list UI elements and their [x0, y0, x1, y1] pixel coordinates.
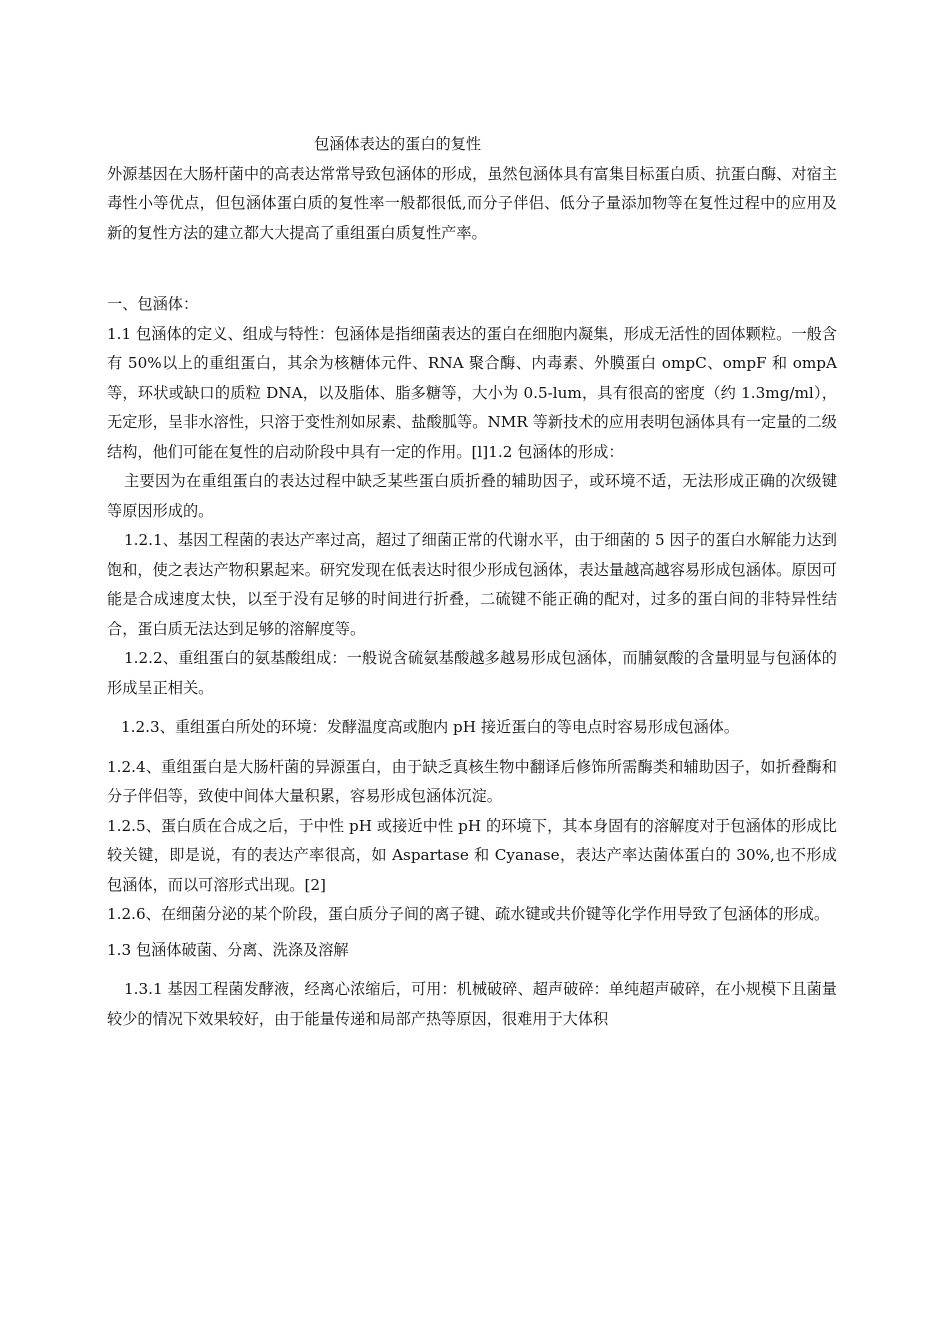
paragraph-1-2-5: 1.2.5、蛋白质在合成之后，于中性 pH 或接近中性 pH 的环境下，其本身固有的溶解度对于包涵体的形成比较关键，即是说，有的表达产率很高，如 Aspartase 和 Cyanase，表达产率达菌体蛋白的 30%,也不形成包涵体，而以可溶形式出现。[2]: [107, 816, 837, 894]
section-heading-inclusion-body: 一、包涵体：: [107, 295, 199, 313]
paragraph-1-2-1: 1.2.1、基因工程菌的表达产率过高，超过了细菌正常的代谢水平，由于细菌的 5 因子的蛋白水解能力达到饱和，使之表达产物积累起来。研究发现在低表达时很少形成包涵体，表达量越高越容易形成包涵体。原因可能是合成速度太快，以至于没有足够的时间进行折叠，二硫键不能正确的配对，过多的蛋白间的非特异性结合，蛋白质无法达到足够的溶解度等。: [107, 531, 837, 638]
paragraph-1-2-6: 1.2.6、在细菌分泌的某个阶段，蛋白质分子间的离子键、疏水键或共价键等化学作用导致了包涵体的形成。: [107, 905, 830, 923]
paragraph-1-2-4: 1.2.4、重组蛋白是大肠杆菌的异源蛋白，由于缺乏真核生物中翻译后修饰所需酶类和辅助因子，如折叠酶和分子伴侣等，致使中间体大量积累，容易形成包涵体沉淀。: [107, 757, 837, 805]
paragraph-1-2-2: 1.2.2、重组蛋白的氨基酸组成：一般说含硫氨基酸越多越易形成包涵体，而脯氨酸的含量明显与包涵体的形成呈正相关。: [107, 649, 837, 697]
abstract-paragraph: 外源基因在大肠杆菌中的高表达常常导致包涵体的形成，虽然包涵体具有富集目标蛋白质、抗蛋白酶、对宿主毒性小等优点，但包涵体蛋白质的复性率一般都很低,而分子伴侣、低分子量添加物等在复性过程中的应用及新的复性方法的建立都大大提高了重组蛋白质复性产率。: [107, 164, 837, 242]
paragraph-1-2-3: 1.2.3、重组蛋白所处的环境：发酵温度高或胞内 pH 接近蛋白的等电点时容易形成包涵体。: [121, 718, 740, 736]
paragraph-1-2-cause: 主要因为在重组蛋白的表达过程中缺乏某些蛋白质折叠的辅助因子，或环境不适，无法形成正确的次级键等原因形成的。: [107, 472, 837, 520]
document-body: [107, 130, 837, 1034]
paragraph-1-1-definition: 1.1 包涵体的定义、组成与特性：包涵体是指细菌表达的蛋白在细胞内凝集，形成无活性的固体颗粒。一般含有 50%以上的重组蛋白，其余为核糖体元件、RNA 聚合酶、内毒素、外膜蛋白 ompC、ompF 和 ompA 等，环状或缺口的质粒 DNA，以及脂体、脂多糖等，大小为 0.5-lum，具有很高的密度（约 1.3mg/ml），无定形，呈非水溶性，只溶于变性剂如尿素、盐酸胍等。NMR 等新技术的应用表明包涵体具有一定量的二级结构，他们可能在复性的启动阶段中具有一定的作用。[l]1.2 包涵体的形成：: [107, 324, 837, 461]
paragraph-1-3-1: 1.3.1 基因工程菌发酵液，经离心浓缩后，可用：机械破碎、超声破碎：单纯超声破碎，在小规模下且菌量较少的情况下效果较好，由于能量传递和局部产热等原因，很难用于大体积: [107, 980, 837, 1028]
document-title: 包涵体表达的蛋白的复性: [314, 135, 482, 153]
paragraph-1-3-heading: 1.3 包涵体破菌、分离、洗涤及溶解: [107, 940, 349, 959]
